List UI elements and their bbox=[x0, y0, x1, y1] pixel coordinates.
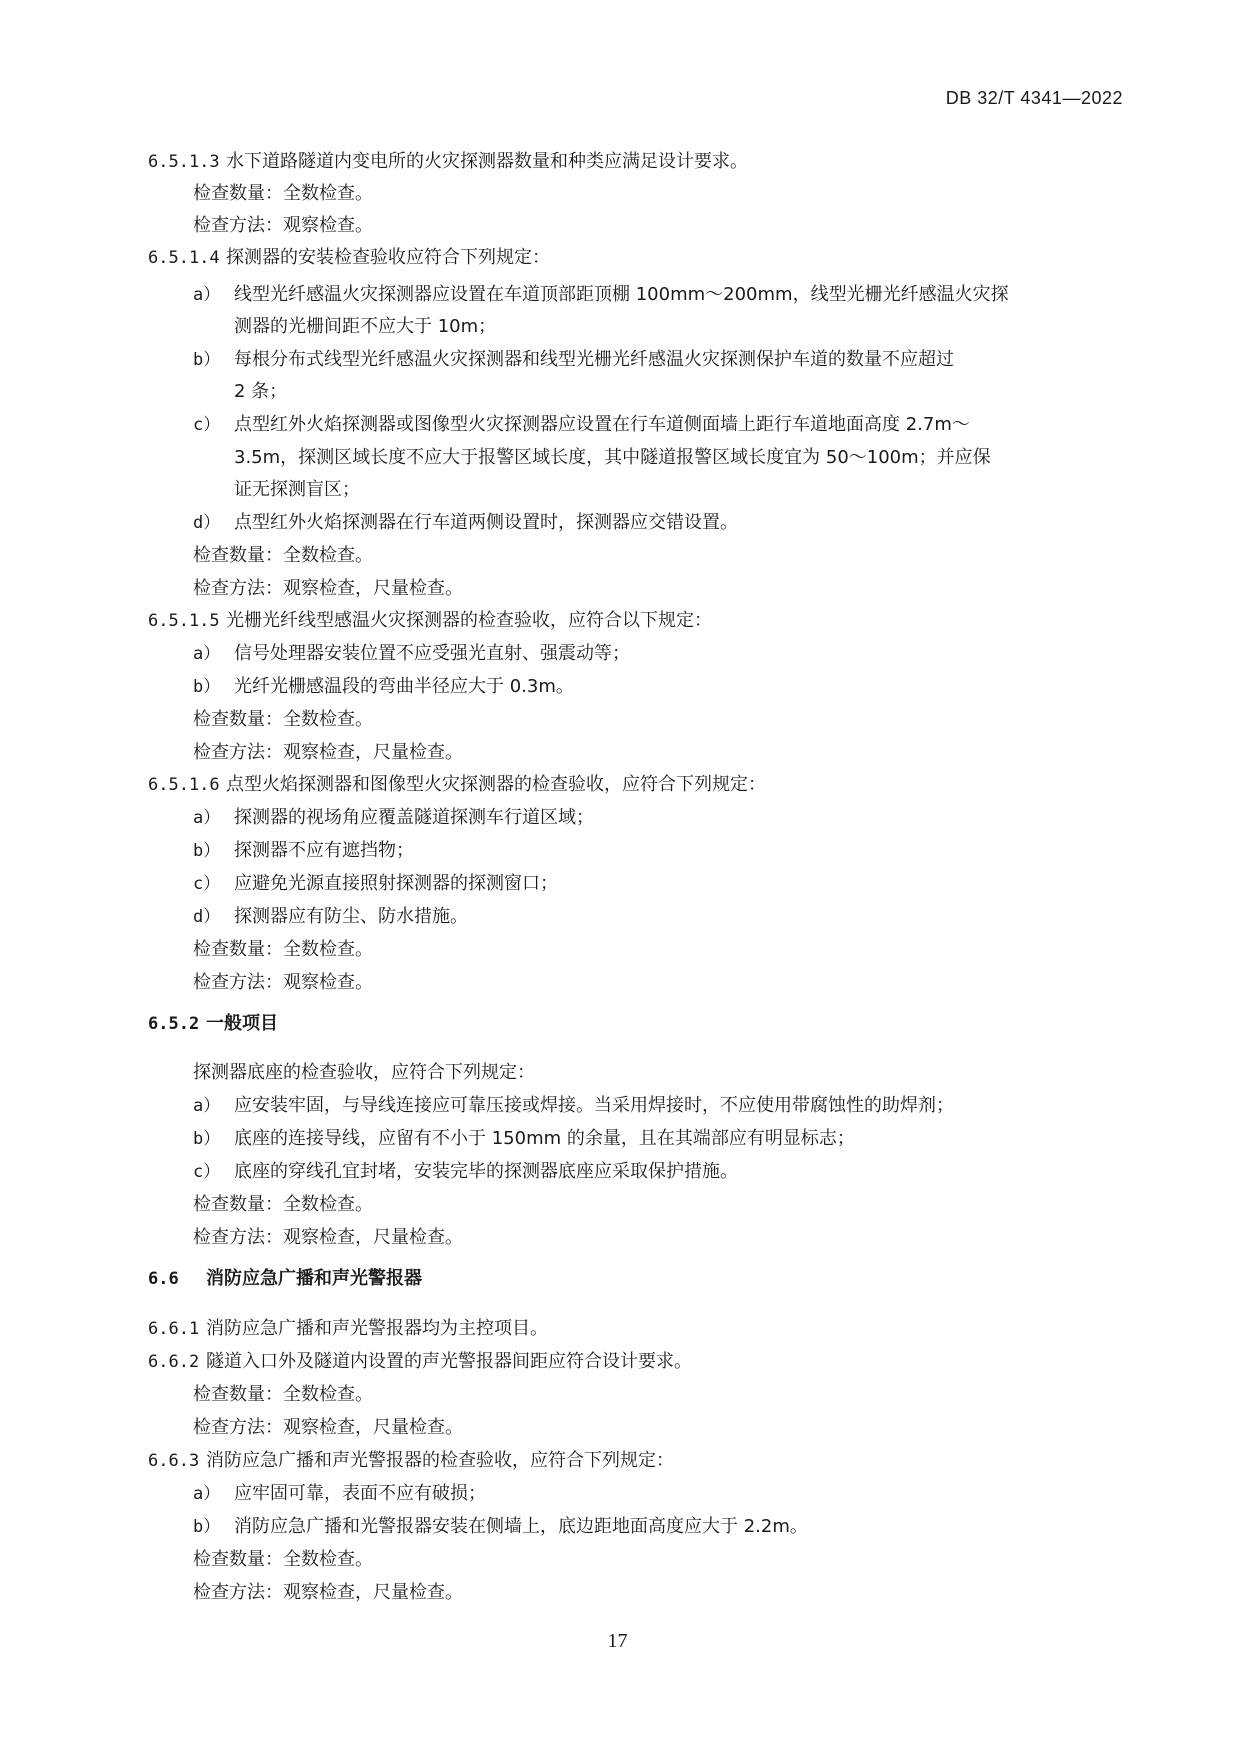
page-number: 17 bbox=[607, 1630, 628, 1652]
clause-number: b） bbox=[193, 841, 221, 861]
text-line bbox=[193, 971, 373, 995]
line-text: 检查数量：全数检查。 bbox=[193, 183, 373, 204]
text-line bbox=[234, 315, 496, 339]
text-line bbox=[193, 1193, 373, 1217]
text-line bbox=[193, 1482, 486, 1506]
line-text: 线型光纤感温火灾探测器应设置在车道顶部距顶棚 100mm～200mm，线型光栅光纤感温火灾探 bbox=[234, 284, 1009, 305]
line-text: 探测器的安装检查验收应符合下列规定： bbox=[226, 247, 550, 268]
line-text: 检查方法：观察检查，尺量检查。 bbox=[193, 578, 463, 599]
line-text: 底座的连接导线，应留有不小于 150mm 的余量，且在其端部应有明显标志； bbox=[234, 1128, 855, 1149]
text-line bbox=[193, 1226, 463, 1250]
text-line bbox=[234, 380, 287, 404]
text-line bbox=[193, 1160, 738, 1184]
line-text: 检查方法：观察检查。 bbox=[193, 972, 373, 993]
line-text: 一般项目 bbox=[206, 1013, 278, 1034]
section-heading bbox=[148, 1267, 422, 1291]
line-text: 2 条； bbox=[234, 381, 288, 402]
line-text: 信号处理器安装位置不应受强光直射、强震动等； bbox=[234, 643, 630, 664]
line-text: 测器的光栅间距不应大于 10m； bbox=[234, 316, 497, 337]
clause-number: d） bbox=[193, 907, 221, 927]
text-line bbox=[193, 872, 558, 896]
clause-number: c） bbox=[193, 874, 221, 894]
line-text: 检查数量：全数检查。 bbox=[193, 709, 373, 730]
line-text: 光纤光栅感温段的弯曲半径应大于 0.3m。 bbox=[234, 676, 574, 697]
clause-number: 6.6.1 bbox=[148, 1319, 200, 1339]
text-line bbox=[234, 478, 360, 502]
text-line bbox=[193, 1383, 373, 1407]
clause-number: b） bbox=[193, 1517, 221, 1537]
line-text: 消防应急广播和声光警报器的检查验收，应符合下列规定： bbox=[206, 1450, 674, 1471]
line-text: 检查方法：观察检查，尺量检查。 bbox=[193, 1582, 463, 1603]
text-line bbox=[148, 246, 550, 270]
text-line bbox=[193, 511, 738, 535]
line-text: 探测器底座的检查验收，应符合下列规定： bbox=[193, 1062, 535, 1083]
clause-number: c） bbox=[193, 1162, 221, 1182]
line-text: 证无探测盲区； bbox=[234, 479, 360, 500]
line-text: 检查数量：全数检查。 bbox=[193, 1549, 373, 1570]
standard-code: DB 32/T 4341—2022 bbox=[945, 88, 1123, 108]
clause-number: d） bbox=[193, 513, 221, 533]
line-text: 探测器应有防尘、防水措施。 bbox=[234, 906, 468, 927]
clause-number: 6.6.3 bbox=[148, 1451, 200, 1471]
text-line bbox=[148, 1350, 692, 1374]
text-line bbox=[193, 675, 574, 699]
line-text: 隧道入口外及隧道内设置的声光警报器间距应符合设计要求。 bbox=[206, 1351, 692, 1372]
line-text: 消防应急广播和声光警报器均为主控项目。 bbox=[206, 1318, 548, 1339]
text-line bbox=[193, 577, 463, 601]
clause-number: b） bbox=[193, 677, 221, 697]
text-line bbox=[193, 741, 463, 765]
text-line bbox=[193, 413, 970, 437]
line-text: 每根分布式线型光纤感温火灾探测器和线型光栅光纤感温火灾探测保护车道的数量不应超过 bbox=[234, 349, 954, 370]
line-text: 探测器不应有遮挡物； bbox=[234, 840, 414, 861]
text-line bbox=[148, 1317, 548, 1341]
line-text: 点型红外火焰探测器在行车道两侧设置时，探测器应交错设置。 bbox=[234, 512, 738, 533]
clause-number: a） bbox=[193, 644, 221, 664]
clause-number: 6.5.1.3 bbox=[148, 152, 220, 172]
clause-number: b） bbox=[193, 1129, 221, 1149]
clause-number: a） bbox=[193, 808, 221, 828]
text-line bbox=[193, 283, 1009, 307]
line-text: 探测器的视场角应覆盖隧道探测车行道区域； bbox=[234, 807, 594, 828]
text-line bbox=[193, 1416, 463, 1440]
line-text: 检查方法：观察检查。 bbox=[193, 215, 373, 236]
text-line bbox=[193, 1515, 808, 1539]
line-text: 检查方法：观察检查，尺量检查。 bbox=[193, 1227, 463, 1248]
line-text: 点型红外火焰探测器或图像型火灾探测器应设置在行车道侧面墙上距行车道地面高度 2.7m～ bbox=[234, 414, 970, 435]
text-line bbox=[193, 182, 373, 206]
line-text: 检查数量：全数检查。 bbox=[193, 545, 373, 566]
clause-number: 6.6.2 bbox=[148, 1352, 200, 1372]
text-line bbox=[193, 1061, 535, 1085]
line-text: 消防应急广播和光警报器安装在侧墙上，底边距地面高度应大于 2.2m。 bbox=[234, 1516, 808, 1537]
line-text: 3.5m，探测区域长度不应大于报警区域长度，其中隧道报警区域长度宜为 50～100m；并应保 bbox=[234, 447, 991, 468]
line-text: 光栅光纤线型感温火灾探测器的检查验收，应符合以下规定： bbox=[226, 610, 712, 631]
line-text: 点型火焰探测器和图像型火灾探测器的检查验收，应符合下列规定： bbox=[226, 774, 766, 795]
text-line bbox=[148, 773, 766, 797]
clause-number: c） bbox=[193, 415, 221, 435]
text-line bbox=[148, 1449, 674, 1473]
clause-number: a） bbox=[193, 1484, 221, 1504]
text-line bbox=[193, 348, 954, 372]
line-text: 水下道路隧道内变电所的火灾探测器数量和种类应满足设计要求。 bbox=[226, 151, 748, 172]
clause-number: 6.5.1.5 bbox=[148, 611, 220, 631]
clause-number: 6.5.2 bbox=[148, 1014, 200, 1034]
line-text: 检查数量：全数检查。 bbox=[193, 1384, 373, 1405]
clause-number: a） bbox=[193, 1096, 221, 1116]
text-line bbox=[193, 642, 630, 666]
text-line bbox=[148, 150, 748, 174]
text-line bbox=[148, 609, 712, 633]
line-text: 检查数量：全数检查。 bbox=[193, 939, 373, 960]
text-line bbox=[193, 938, 373, 962]
line-text: 检查方法：观察检查，尺量检查。 bbox=[193, 742, 463, 763]
line-text: 底座的穿线孔宜封堵，安装完毕的探测器底座应采取保护措施。 bbox=[234, 1161, 738, 1182]
clause-number: 6.5.1.4 bbox=[148, 248, 220, 268]
clause-number: 6.5.1.6 bbox=[148, 775, 220, 795]
clause-number: a） bbox=[193, 285, 221, 305]
text-line bbox=[234, 446, 991, 470]
text-line bbox=[193, 806, 594, 830]
text-line bbox=[193, 905, 468, 929]
text-line bbox=[193, 214, 373, 238]
line-text: 应牢固可靠，表面不应有破损； bbox=[234, 1483, 486, 1504]
line-text: 检查数量：全数检查。 bbox=[193, 1194, 373, 1215]
text-line bbox=[193, 708, 373, 732]
text-line bbox=[193, 839, 414, 863]
section-heading bbox=[148, 1012, 278, 1036]
line-text: 应避免光源直接照射探测器的探测窗口； bbox=[234, 873, 558, 894]
text-line bbox=[193, 1127, 855, 1151]
clause-number: b） bbox=[193, 350, 221, 370]
line-text: 检查方法：观察检查，尺量检查。 bbox=[193, 1417, 463, 1438]
text-line bbox=[193, 1548, 373, 1572]
text-line bbox=[193, 544, 373, 568]
text-line bbox=[193, 1094, 954, 1118]
line-text: 应安装牢固，与导线连接应可靠压接或焊接。当采用焊接时，不应使用带腐蚀性的助焊剂； bbox=[234, 1095, 954, 1116]
line-text: 消防应急广播和声光警报器 bbox=[206, 1268, 422, 1289]
clause-number: 6.6 bbox=[148, 1269, 179, 1289]
text-line bbox=[193, 1581, 463, 1605]
